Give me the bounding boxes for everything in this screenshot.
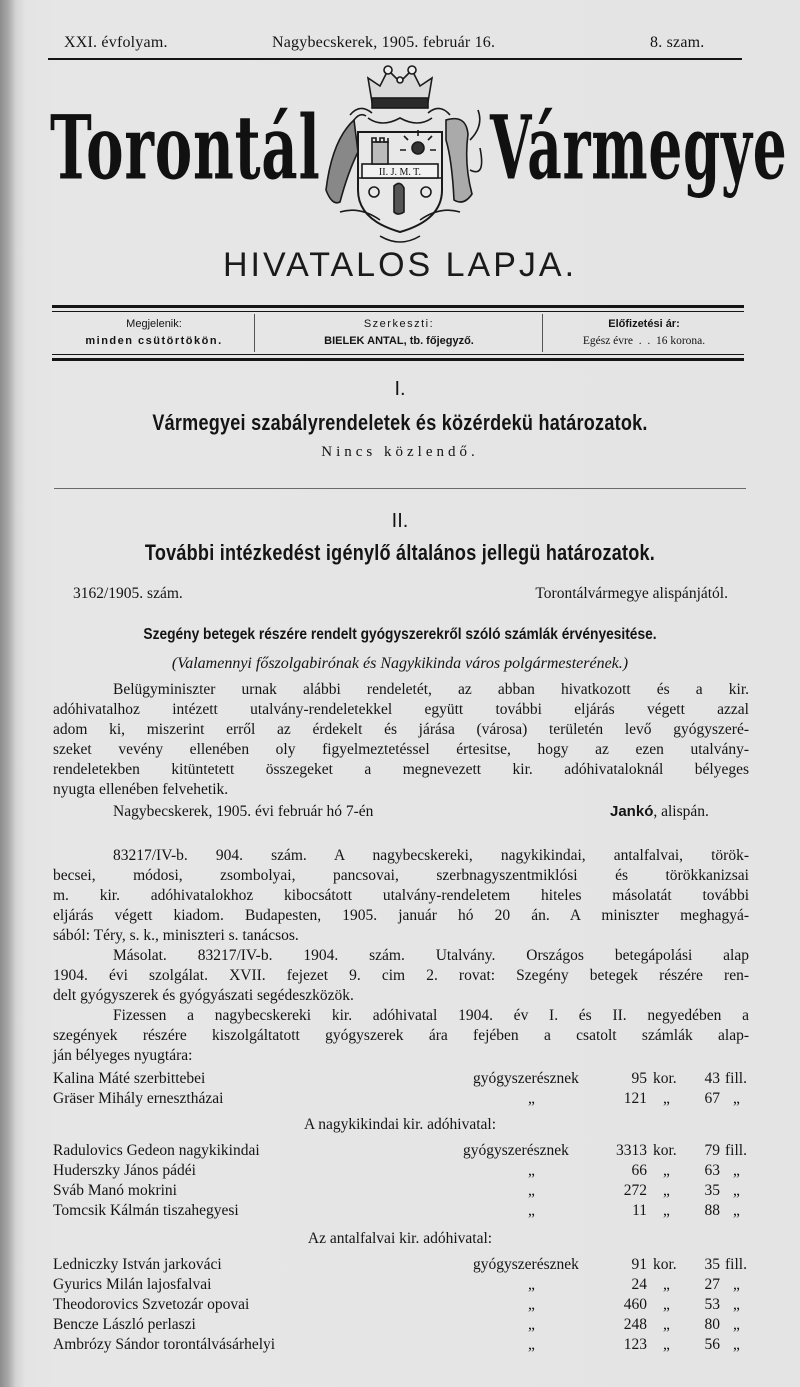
section-2-title: További intézkedést igénylő általános jellegü határozatok. (144, 540, 656, 565)
payment-row: Radulovics Gedeon nagykikindai gyógyszerésznek 3313 kor. 79 fill. (53, 1142, 747, 1159)
crest-label: II. J. M. T. (378, 167, 422, 178)
signature-name: Jankó (610, 803, 654, 820)
paragraph-line: 83217/IV-b. 904. szám. A nagybecskereki, nagykikindai, antalfalvai, török- (113, 847, 749, 864)
paragraph-line: eljárás végett kiadom. Budapesten, 1905. január hó 20 án. A miniszter meghagyá- (53, 907, 749, 924)
info-published: Megjelenik: minden csütörtökön. (85, 318, 223, 347)
payment-row: Kalina Máté szerbittebei gyógyszerésznek 95 kor. 43 fill. (53, 1070, 747, 1087)
reference-from: Torontálvármegye alispánjától. (535, 585, 728, 602)
paragraph-line: adóhivatalhoz intézett utalvány-rendeletekkel együtt további eljárás végett azzal (53, 701, 749, 718)
paragraph-line: nyugta ellenében felvehetik. (53, 781, 229, 798)
paragraph-line: delt gyógyszerek és gyógyászati segédeszközök. (53, 987, 354, 1004)
section-1-note: Nincs közlendő. (321, 444, 479, 460)
payment-row: Gyurics Milán lajosfalvai „ 24 „ 27 „ (53, 1276, 740, 1293)
masthead-title-left: Torontál (50, 95, 321, 200)
paragraph-line: becsei, módosi, zsombolyai, pancsovai, szerbnagyszentmiklósi és törökkanizsai (53, 867, 749, 884)
place-date-label: Nagybecskerek, 1905. február 16. (272, 34, 496, 51)
payment-row: Ledniczky István jarkováci gyógyszerésznek 91 kor. 35 fill. (53, 1256, 747, 1273)
payment-row: Ambrózy Sándor torontálvásárhelyi „ 123 „ 56 „ (53, 1336, 740, 1353)
info-rule-top (52, 305, 744, 308)
info-rule-bottom-thin (52, 354, 744, 355)
signature (610, 803, 709, 821)
office-heading: Az antalfalvai kir. adóhivatal: (307, 1230, 493, 1247)
section-divider (54, 488, 746, 489)
masthead-subtitle: HIVATALOS LAPJA. (222, 246, 578, 284)
paragraph-line: Belügyminiszter urnak alábbi rendeletét, az abban hivatkozott és a kir. (113, 681, 749, 698)
section-2-number: II. (391, 510, 409, 532)
article-title: Szegény betegek részére rendelt gyógyszerekről szóló számlák érvényesitése. (143, 626, 657, 643)
payment-row: Bencze László perlaszi „ 248 „ 80 „ (53, 1316, 740, 1333)
info-rule-bottom (52, 358, 744, 361)
volume-label: XXI. évfolyam. (64, 34, 168, 51)
paragraph-line: szegények részére kiszolgáltatott gyógyszerek ára fejében a csatolt számlák alap- (53, 1027, 749, 1044)
payment-row: Tomcsik Kálmán tiszahegyesi „ 11 „ 88 „ (53, 1202, 740, 1219)
paragraph-line: sából: Téry, s. k., miniszteri s. tanácsos. (53, 927, 299, 944)
payment-row: Theodorovics Szvetozár opovai „ 460 „ 53 „ (53, 1296, 740, 1313)
payment-row: Sváb Manó mokrini „ 272 „ 35 „ (53, 1182, 740, 1199)
coat-of-arms-icon (310, 60, 490, 250)
paragraph-line: Másolat. 83217/IV-b. 1904. szám. Utalvány. Országos betegápolási alap (113, 947, 749, 964)
paragraph-line: 1904. évi szolgálat. XVII. fejezet 9. cim 2. rovat: Szegény betegek részére ren- (53, 967, 749, 984)
info-subscription: Előfizetési ár: Egész évre . . 16 korona. (582, 318, 706, 347)
masthead-title-right: Vármegye (490, 95, 788, 200)
info-rule-top-thin (52, 311, 744, 312)
paragraph-line: m. kir. adóhivatalokhoz kibocsátott utalvány-rendeletem hiteles másolatát további (53, 887, 749, 904)
issue-number: 8. szam. (650, 34, 705, 51)
paragraph-line: rendeletekben kitüntetett összegeket a megnevezett kir. adóhivataloknál bélyeges (53, 761, 749, 778)
article-addressee: (Valamennyi főszolgabirónak és Nagykikinda város polgármesterének.) (171, 655, 629, 672)
section-1-number: I. (394, 378, 406, 400)
signature-place-date: Nagybecskerek, 1905. évi február hó 7-én (113, 803, 374, 820)
payment-row: Gräser Mihály ernesztházai „ 121 „ 67 „ (53, 1090, 740, 1107)
section-1-title: Vármegyei szabályrendeletek és közérdekü határozatok. (152, 410, 648, 435)
signature-title: , alispán. (653, 803, 709, 820)
info-editor: Szerkeszti: BIELEK ANTAL, tb. főjegyző. (324, 318, 474, 347)
paragraph-line: ján bélyeges nyugtára: (53, 1047, 193, 1064)
paragraph-line: Fizessen a nagybecskereki kir. adóhivatal 1904. év I. és II. negyedében a (113, 1007, 749, 1024)
paragraph-line: szeket vevény ellenében oly figyelmeztetéssel értesitse, hogy az ezen utalvány- (53, 741, 749, 758)
reference-number: 3162/1905. szám. (73, 585, 183, 602)
office-heading: A nagykikindai kir. adóhivatal: (304, 1116, 496, 1133)
paragraph-line: adom ki, miszerint erről az érdekelt és járása (városa) területén levő gyógyszeré- (53, 721, 749, 738)
payment-row: Huderszky János pádéi „ 66 „ 63 „ (53, 1162, 740, 1179)
info-divider (542, 314, 543, 352)
info-divider (254, 314, 255, 352)
